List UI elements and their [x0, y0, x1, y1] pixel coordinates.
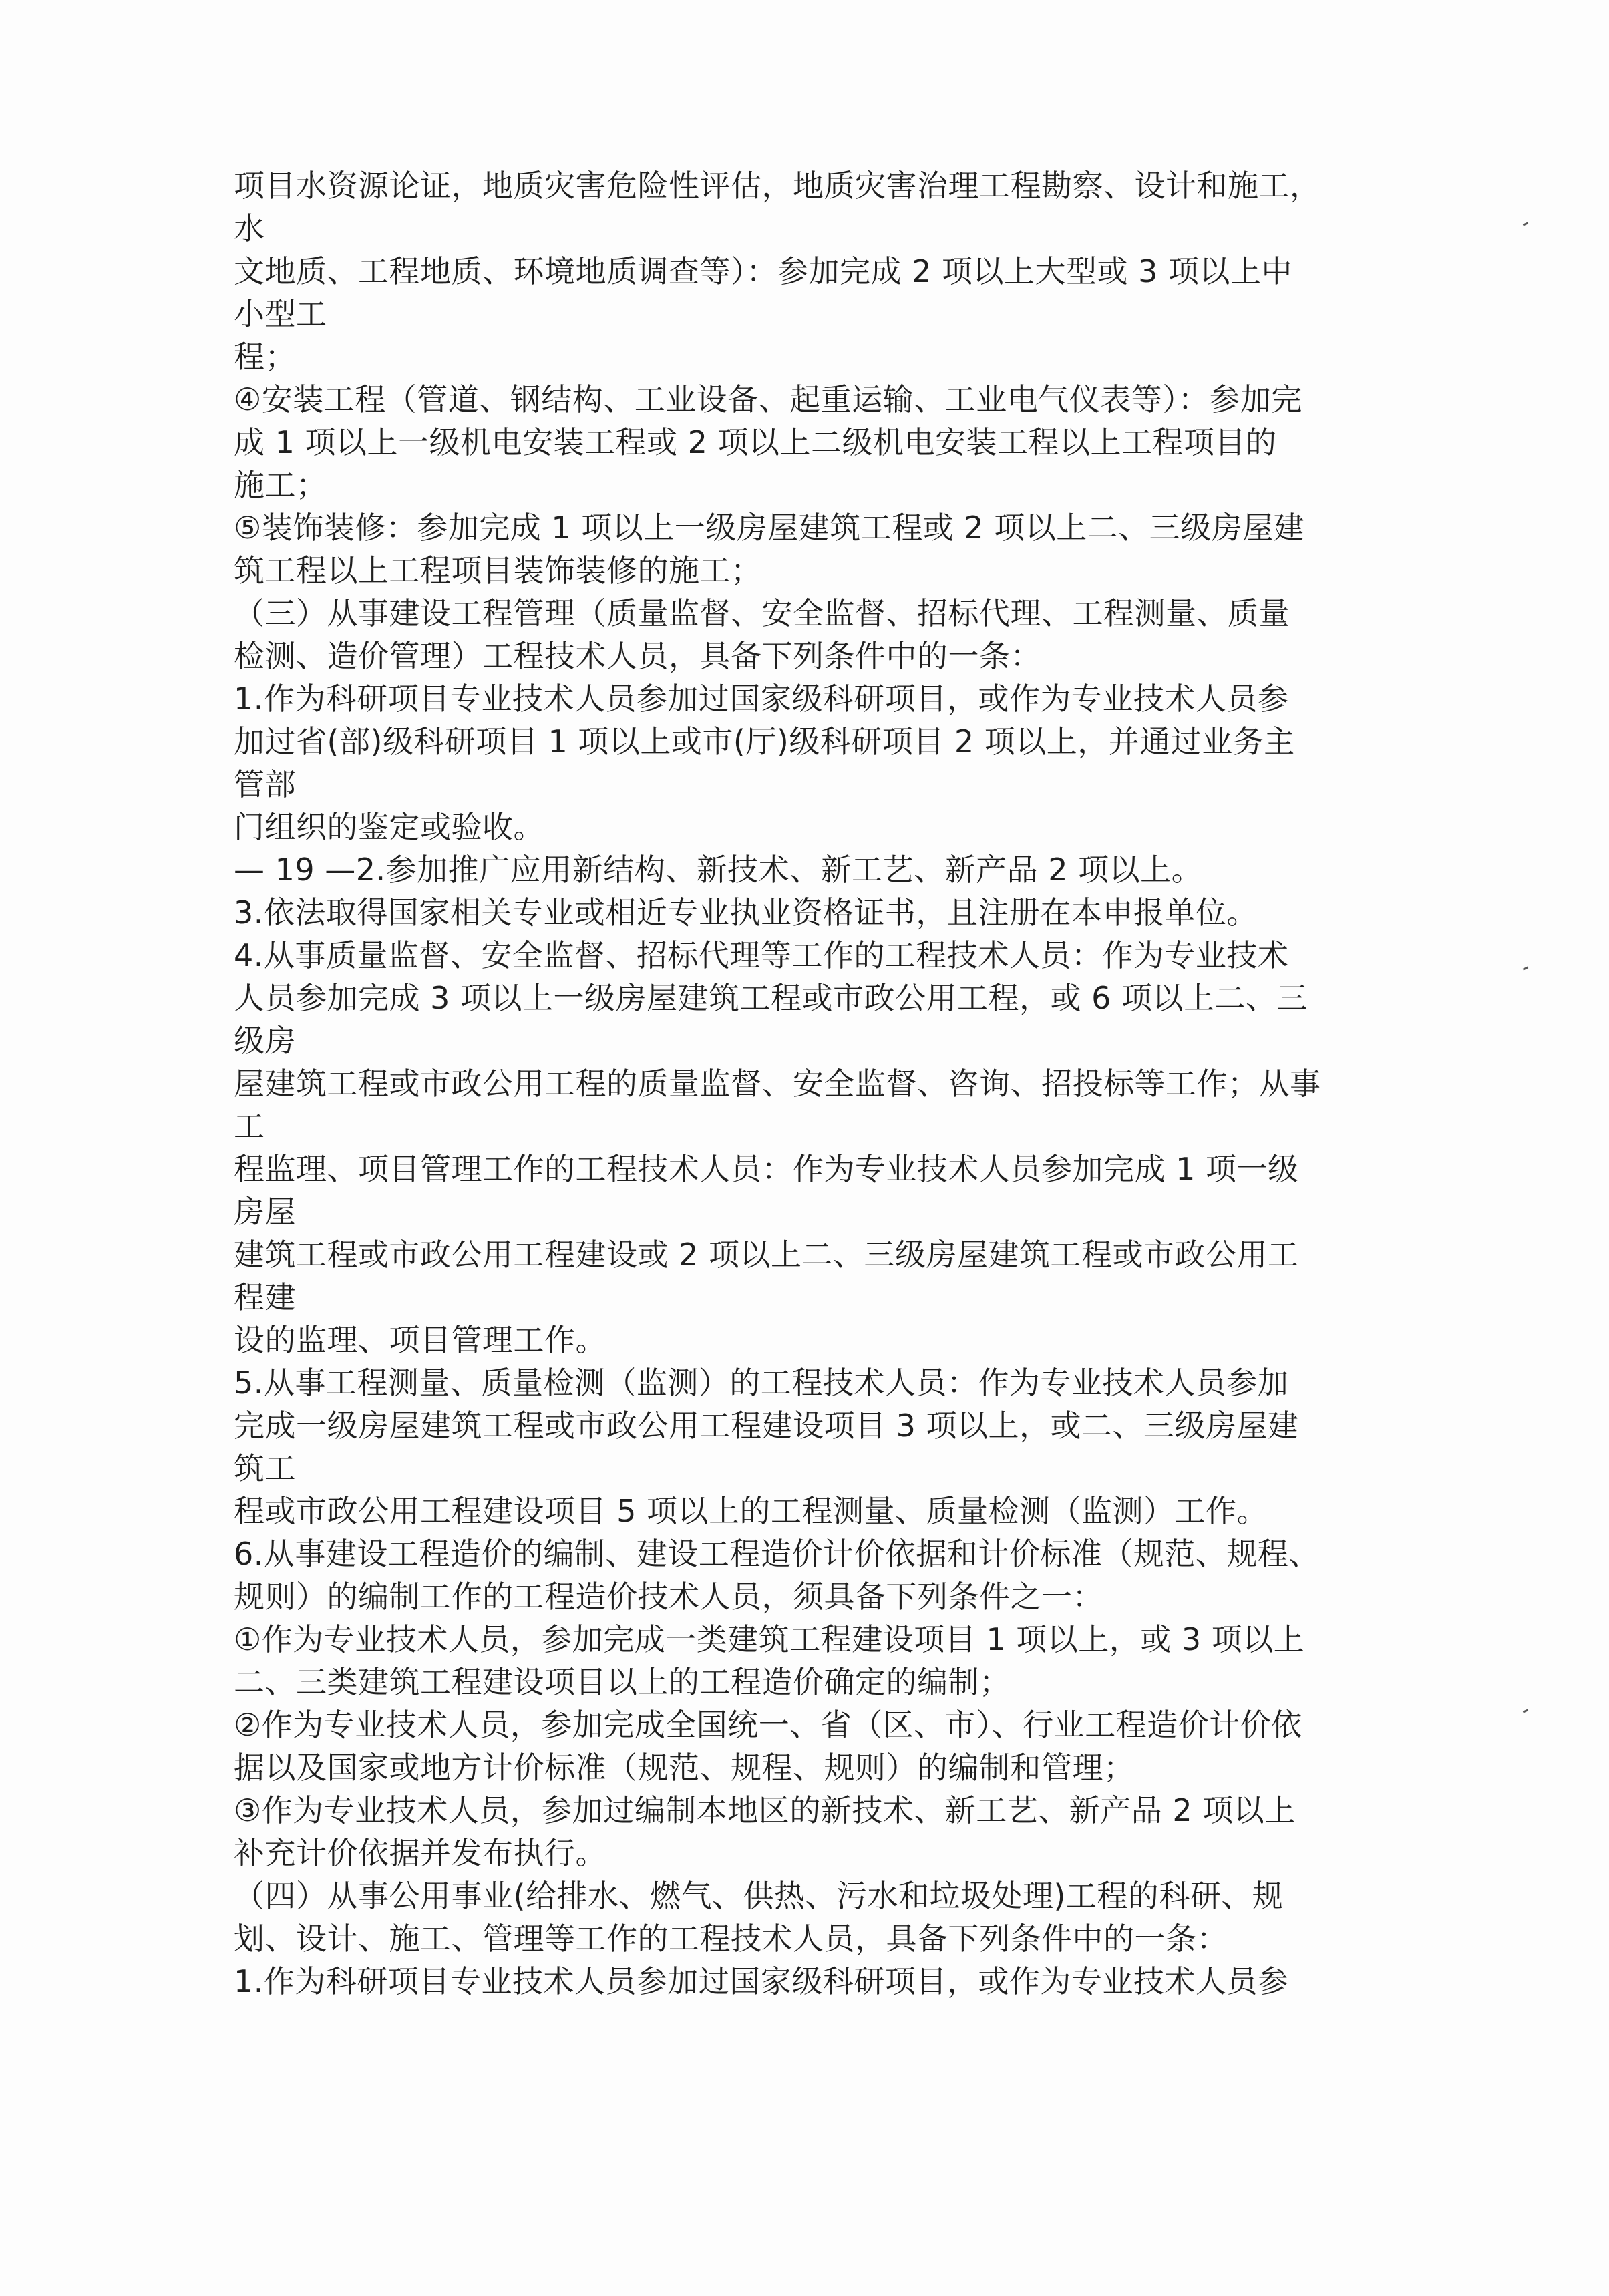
- text-line: 5.从事工程测量、质量检测（监测）的工程技术人员：作为专业技术人员参加: [234, 1365, 1289, 1401]
- text-line: 检测、造价管理）工程技术人员，具备下列条件中的一条：: [234, 638, 1041, 674]
- page-number-line: — 19 —2.参加推广应用新结构、新技术、新工艺、新产品 2 项以上。: [234, 852, 1203, 888]
- text-line: 6.从事建设工程造价的编制、建设工程造价计价依据和计价标准（规范、规程、: [234, 1536, 1320, 1572]
- section-heading-four: （四）从事公用事业(给排水、燃气、供热、污水和垃圾处理)工程的科研、规: [234, 1878, 1284, 1914]
- text-line: 程监理、项目管理工作的工程技术人员：作为专业技术人员参加完成 1 项一级: [234, 1151, 1299, 1187]
- text-line: ④安装工程（管道、钢结构、工业设备、起重运输、工业电气仪表等）：参加完: [234, 381, 1302, 418]
- text-line: 规则）的编制工作的工程造价技术人员，须具备下列条件之一：: [234, 1579, 1103, 1615]
- document-body: [234, 164, 1396, 2003]
- scan-speck: [1523, 966, 1529, 970]
- text-line: 项目水资源论证，地质灾害危险性评估，地质灾害治理工程勘察、设计和施工，: [234, 168, 1321, 204]
- text-line: 建筑工程或市政公用工程建设或 2 项以上二、三级房屋建筑工程或市政公用工: [234, 1237, 1299, 1273]
- text-line: 完成一级房屋建筑工程或市政公用工程建设项目 3 项以上，或二、三级房屋建: [234, 1408, 1299, 1444]
- text-line: 成 1 项以上一级机电安装工程或 2 项以上二级机电安装工程以上工程项目的: [234, 424, 1277, 460]
- text-line: 筑工程以上工程项目装饰装修的施工；: [234, 552, 762, 589]
- text-line: 筑工: [234, 1450, 296, 1486]
- text-line: 工: [234, 1108, 265, 1144]
- text-line: 程或市政公用工程建设项目 5 项以上的工程测量、质量检测（监测）工作。: [234, 1493, 1268, 1529]
- text-line: ①作为专业技术人员，参加完成一类建筑工程建设项目 1 项以上，或 3 项以上: [234, 1621, 1305, 1657]
- text-line: 4.从事质量监督、安全监督、招标代理等工作的工程技术人员：作为专业技术: [234, 937, 1289, 973]
- text-line: 文地质、工程地质、环境地质调查等）：参加完成 2 项以上大型或 3 项以上中: [234, 253, 1293, 289]
- text-line: 门组织的鉴定或验收。: [234, 809, 544, 845]
- text-line: ⑤装饰装修：参加完成 1 项以上一级房屋建筑工程或 2 项以上二、三级房屋建: [234, 510, 1305, 546]
- text-line: 3.依法取得国家相关专业或相近专业执业资格证书，且注册在本申报单位。: [234, 894, 1258, 931]
- text-line: 管部: [234, 766, 296, 802]
- text-line: 级房: [234, 1023, 296, 1059]
- text-line: ②作为专业技术人员，参加完成全国统一、省（区、市）、行业工程造价计价依: [234, 1707, 1302, 1743]
- text-line: 划、设计、施工、管理等工作的工程技术人员，具备下列条件中的一条：: [234, 1921, 1228, 1957]
- text-line: 房屋: [234, 1194, 296, 1230]
- text-line: 二、三类建筑工程建设项目以上的工程造价确定的编制；: [234, 1664, 1011, 1700]
- text-line: 屋建筑工程或市政公用工程的质量监督、安全监督、咨询、招投标等工作；从事: [234, 1065, 1321, 1102]
- text-line: 据以及国家或地方计价标准（规范、规程、规则）的编制和管理；: [234, 1750, 1135, 1786]
- scan-speck: [1523, 1709, 1529, 1713]
- text-line: 1.作为科研项目专业技术人员参加过国家级科研项目，或作为专业技术人员参: [234, 1963, 1289, 1999]
- text-line: 1.作为科研项目专业技术人员参加过国家级科研项目，或作为专业技术人员参: [234, 681, 1289, 717]
- text-line: ③作为专业技术人员，参加过编制本地区的新技术、新工艺、新产品 2 项以上: [234, 1792, 1296, 1828]
- text-line: 程；: [234, 339, 296, 375]
- scan-speck: [1523, 222, 1529, 226]
- text-line: 人员参加完成 3 项以上一级房屋建筑工程或市政公用工程，或 6 项以上二、三: [234, 980, 1308, 1016]
- section-heading-three: （三）从事建设工程管理（质量监督、安全监督、招标代理、工程测量、质量: [234, 595, 1290, 631]
- text-line: 水: [234, 210, 265, 247]
- text-line: 设的监理、项目管理工作。: [234, 1322, 606, 1358]
- text-line: 加过省(部)级科研项目 1 项以上或市(厅)级科研项目 2 项以上，并通过业务主: [234, 723, 1295, 760]
- text-line: 小型工: [234, 296, 327, 332]
- text-line: 程建: [234, 1279, 296, 1315]
- text-line: 施工；: [234, 467, 327, 503]
- text-line: 补充计价依据并发布执行。: [234, 1835, 606, 1871]
